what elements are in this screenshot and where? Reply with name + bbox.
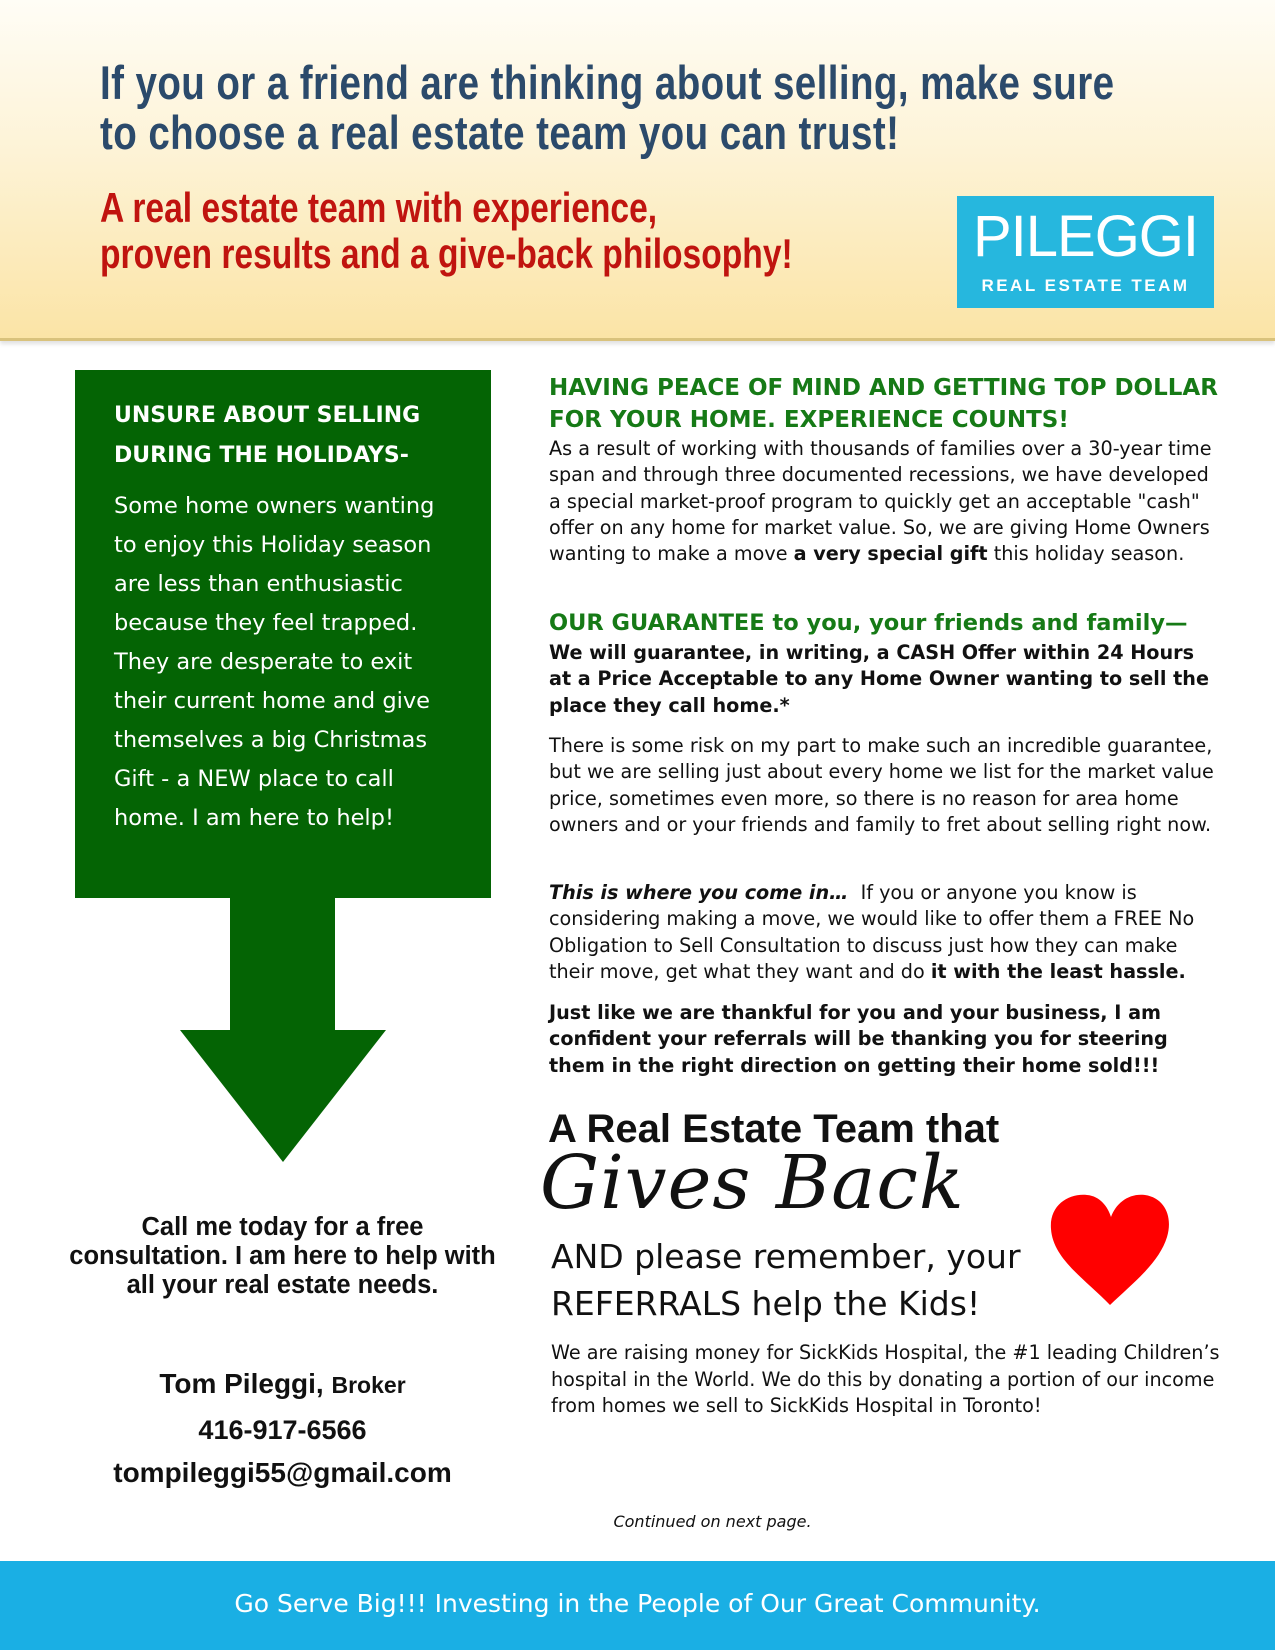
logo-name: PILEGGI [972, 204, 1199, 269]
section-experience-title: HAVING PEACE OF MIND AND GETTING TOP DOLLAR FOR YOUR HOME. EXPERIENCE COUNTS! [549, 375, 1218, 433]
headline [100, 56, 1115, 159]
callout-body: Some home owners wanting to enjoy this Holiday season are less than enthusiastic because they feel trapped. They are desperate to exit their current home and give themselves a big Christmas Gift - a NEW place to call home. I am here to help! [114, 493, 435, 831]
pileggi-logo [957, 196, 1214, 308]
footer-text: Go Serve Big!!! Investing in the People of Our Great Community. [234, 1589, 1041, 1618]
callout-title: UNSURE ABOUT SELLING DURING THE HOLIDAYS- [114, 403, 421, 468]
call-to-action: Call me today for a free consultation. I am here to help with all your real estate needs. [69, 1213, 496, 1299]
section-referral-bold: it with the least hassle. [930, 959, 1186, 983]
continued-note: Continued on next page. [613, 1512, 812, 1531]
heart-icon [1045, 1187, 1175, 1312]
referrals-text: AND please remember, your REFERRALS help the Kids! [551, 1237, 1021, 1323]
gives-back-script: Gives Back [540, 1140, 965, 1226]
section-experience-body [549, 436, 1219, 567]
contact-name [80, 1368, 485, 1400]
section-experience-end: this holiday season. [993, 542, 1185, 566]
section-referral-lead: This is where you come in… [549, 881, 849, 904]
subheadline-line-2: proven results and a give-back philosophy! [100, 230, 793, 277]
down-arrow-stem [230, 897, 335, 1031]
section-guarantee-title: OUR GUARANTEE to you, your friends and family— [549, 610, 1188, 636]
section-risk-body: There is some risk on my part to make such an incredible guarantee, but we are selling just about every home we list for the market value price, sometimes even more, so there is no reason for area home owners and or your friends and family to fret about selling right now. [549, 734, 1214, 836]
section-guarantee-body: We will guarantee, in writing, a CASH Offer within 24 Hours at a Price Acceptable to any Home Owner wanting to sell the place they call home.* [549, 641, 1209, 717]
contact-email: tompileggi55@gmail.com [113, 1457, 452, 1488]
contact-name-text: Tom Pileggi, [159, 1368, 324, 1399]
contact-phone: 416-917-6566 [198, 1415, 367, 1445]
subheadline [100, 185, 820, 277]
down-arrow-icon [180, 1030, 386, 1162]
headline-line-1: If you or a friend are thinking about selling, make sure [100, 56, 1115, 109]
section-thanks-body: Just like we are thankful for you and your business, I am confident your referrals will be thanking you for steering them in the right direction on getting their home sold!!! [549, 1001, 1168, 1077]
section-referral-body [549, 880, 1219, 985]
section-referral-text: If you or anyone you know is considering making a move, we would like to offer them a FREE No Obligation to Sell Consultation to discuss just how they can make their move, get what they want and do [549, 881, 1195, 983]
logo-tagline: REAL ESTATE TEAM [981, 276, 1190, 295]
contact-role: Broker [331, 1372, 406, 1398]
gives-back-heading: A Real Estate Team that [548, 1107, 1000, 1151]
section-experience-text: As a result of working with thousands of families over a 30-year time span and through three documented recessions, we have developed a special market-proof program to quickly get an acceptable "cash" offer on any home for market value. So, we are giving Home Owners wanting to make a move [549, 437, 1212, 566]
subheadline-line-1: A real estate team with experience, [100, 184, 658, 231]
headline-line-2: to choose a real estate team you can trust! [100, 106, 900, 159]
sickkids-text: We are raising money for SickKids Hospital, the #1 leading Children’s hospital in the World. We do this by donating a portion of our income from homes we sell to SickKids Hospital in Toronto! [551, 1341, 1220, 1417]
section-experience-bold: a very special gift [793, 542, 988, 566]
